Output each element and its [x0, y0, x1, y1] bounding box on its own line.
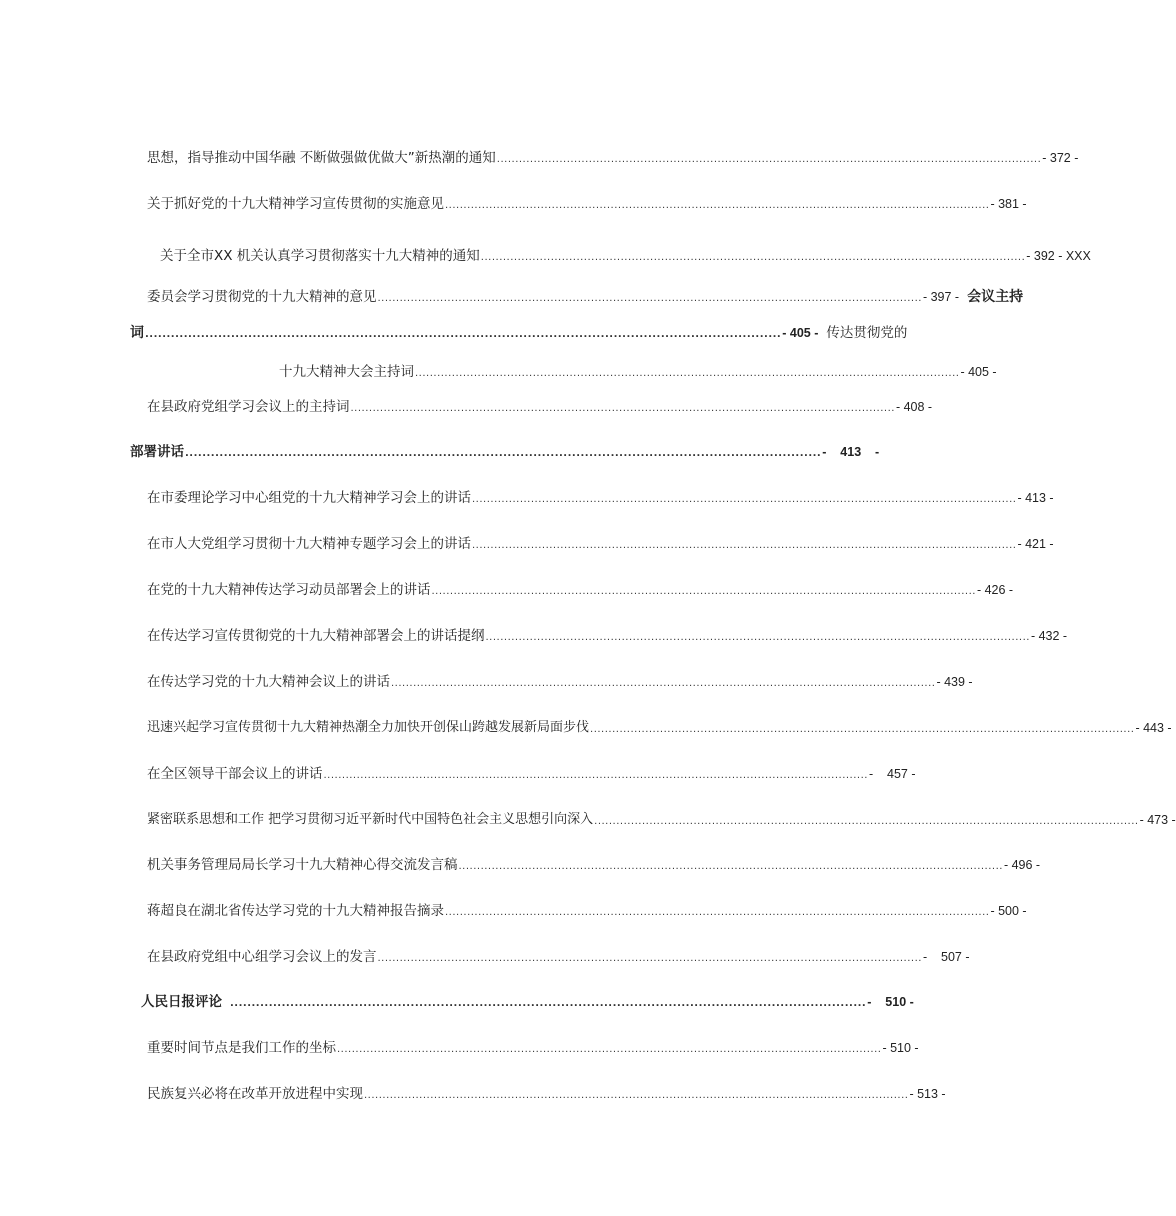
toc-section-title: 人民日报评论 — [141, 994, 222, 1010]
leader-dots: .................................................................................................................................................... — [594, 816, 1139, 827]
toc-entry-title: 委员会学习贯彻党的十九大精神的意见 — [147, 289, 377, 305]
toc-entry-title: 十九大精神大会主持词 — [279, 364, 414, 380]
leader-dots: .................................................................................................................................................... — [415, 368, 960, 379]
toc-entry-title: 在县政府党组中心组学习会议上的发言 — [147, 949, 377, 965]
leader-dots: .................................................................................................................................................... — [431, 586, 976, 597]
toc-entry-title: 在县政府党组学习会议上的主持词 — [147, 399, 350, 415]
leader-dots: .................................................................................................................................................... — [472, 540, 1017, 551]
toc-entry[interactable] — [147, 947, 970, 967]
toc-entry-page: - 413 - — [1017, 491, 1054, 505]
toc-entry-page: - 513 - — [909, 1087, 946, 1101]
toc-entry[interactable] — [147, 488, 1054, 508]
toc-entry-title: 关于全市XX 机关认真学习贯彻落实十九大精神的通知 — [160, 248, 480, 264]
toc-entry[interactable] — [147, 855, 1041, 875]
toc-section[interactable] — [130, 442, 880, 462]
toc-entry-page: - 426 - — [976, 583, 1014, 597]
toc-entry-title: 关于抓好党的十九大精神学习宣传贯彻的实施意见 — [147, 196, 444, 212]
toc-section[interactable] — [141, 992, 914, 1012]
toc-entry[interactable] — [147, 1084, 946, 1104]
leader-dots: .................................................................................................................................................... — [445, 200, 990, 211]
toc-entry-title: 在党的十九大精神传达学习动员部署会上的讲话 — [147, 582, 431, 598]
leader-dots: .................................................................................................................................................... — [377, 293, 922, 304]
toc-entry-page: - 392 - XXX — [1026, 249, 1091, 263]
leader-dots: .................................................................................................................................................... — [364, 1090, 909, 1101]
toc-entry[interactable] — [147, 287, 1024, 307]
toc-entry-title: 迅速兴起学习宣传贯彻十九大精神热潮全力加快开创保山跨越发展新局面步伐 — [147, 720, 590, 735]
leader-dots: .................................................................................................................................................... — [185, 448, 822, 459]
leader-dots: .................................................................................................................................................... — [350, 403, 895, 414]
toc-entry-page: - 473 - — [1139, 813, 1176, 827]
toc-entry-page: - 510 - — [882, 1041, 919, 1055]
toc-entry-title: 紧密联系思想和工作 把学习贯彻习近平新时代中国特色社会主义思想引向深入 — [147, 812, 594, 827]
leader-dots: .................................................................................................................................................... — [377, 953, 922, 964]
toc-entry-page: - 443 - — [1135, 721, 1172, 735]
toc-entry-title: 蒋超良在湖北省传达学习党的十九大精神报告摘录 — [147, 903, 444, 919]
leader-dots: .................................................................................................................................................... — [472, 494, 1017, 505]
toc-entry-page: - 408 - — [895, 400, 933, 414]
toc-entry-page: - 381 - — [990, 197, 1027, 211]
toc-entry-page: - 405 - — [782, 326, 819, 340]
leader-dots: .................................................................................................................................................... — [445, 907, 990, 918]
leader-dots: .................................................................................................................................................... — [323, 770, 868, 781]
leader-dots: .................................................................................................................................................... — [496, 154, 1042, 165]
toc-entry-page: - 372 - — [1042, 151, 1079, 165]
toc-entry-title: 传达贯彻党的 — [826, 325, 908, 341]
toc-entry[interactable] — [130, 323, 908, 343]
toc-entry[interactable] — [147, 901, 1027, 921]
toc-entry-page: - 405 - — [960, 365, 997, 379]
toc-entry[interactable] — [147, 1038, 919, 1058]
toc-entry[interactable] — [147, 810, 1176, 830]
toc-entry[interactable] — [147, 718, 1172, 738]
toc-entry[interactable] — [147, 764, 916, 784]
toc-entry-page: - 457 - — [868, 767, 916, 781]
toc-section-page: - 413 - — [822, 445, 880, 459]
toc-entry-page: - 496 - — [1003, 858, 1041, 872]
toc-entry[interactable] — [147, 194, 1027, 214]
toc-entry-title: 重要时间节点是我们工作的坐标 — [147, 1040, 336, 1056]
toc-entry-title: 在传达学习党的十九大精神会议上的讲话 — [147, 674, 390, 690]
toc-entry-page: - 500 - — [990, 904, 1027, 918]
toc-section-title-fragment: 会议主持 — [967, 289, 1024, 305]
leader-dots: .................................................................................................................................................... — [458, 861, 1003, 872]
toc-section-page: - 510 - — [867, 995, 914, 1009]
toc-entry[interactable] — [147, 148, 1079, 168]
toc-entry-title: 在传达学习宣传贯彻党的十九大精神部署会上的讲话提纲 — [147, 628, 485, 644]
leader-dots: .................................................................................................................................................... — [145, 329, 782, 340]
toc-entry[interactable] — [147, 626, 1068, 646]
leader-dots: .................................................................................................................................................... — [391, 678, 936, 689]
toc-entry-page: - 507 - — [922, 950, 970, 964]
toc-entry[interactable] — [147, 580, 1014, 600]
toc-entry-page: - 421 - — [1017, 537, 1054, 551]
leader-dots: .................................................................................................................................................... — [480, 252, 1026, 263]
toc-entry-title: 思想，指导推动中国华融 不断做强做优做大”新热潮的通知 — [147, 150, 496, 166]
toc-entry[interactable] — [279, 362, 997, 382]
toc-entry-title: 机关事务管理局局长学习十九大精神心得交流发言稿 — [147, 857, 458, 873]
toc-section-title: 部署讲话 — [130, 444, 184, 460]
toc-entry[interactable] — [147, 534, 1054, 554]
toc-entry[interactable] — [147, 397, 933, 417]
toc-entry-page: - 432 - — [1030, 629, 1068, 643]
toc-entry-title: 在市委理论学习中心组党的十九大精神学习会上的讲话 — [147, 490, 471, 506]
toc-entry[interactable] — [160, 246, 1091, 266]
leader-dots: .................................................................................................................................................... — [590, 724, 1135, 735]
toc-entry[interactable] — [147, 672, 973, 692]
toc-entry-title: 民族复兴必将在改革开放进程中实现 — [147, 1086, 363, 1102]
toc-entry-page: - 397 - — [922, 290, 960, 304]
toc-section-title-fragment: 词 — [130, 325, 144, 341]
toc-entry-title: 在市人大党组学习贯彻十九大精神专题学习会上的讲话 — [147, 536, 471, 552]
toc-entry-title: 在全区领导干部会议上的讲话 — [147, 766, 323, 782]
leader-dots: .................................................................................................................................................... — [230, 998, 867, 1009]
leader-dots: .................................................................................................................................................... — [485, 632, 1030, 643]
leader-dots: .................................................................................................................................................... — [337, 1044, 882, 1055]
toc-entry-page: - 439 - — [936, 675, 973, 689]
